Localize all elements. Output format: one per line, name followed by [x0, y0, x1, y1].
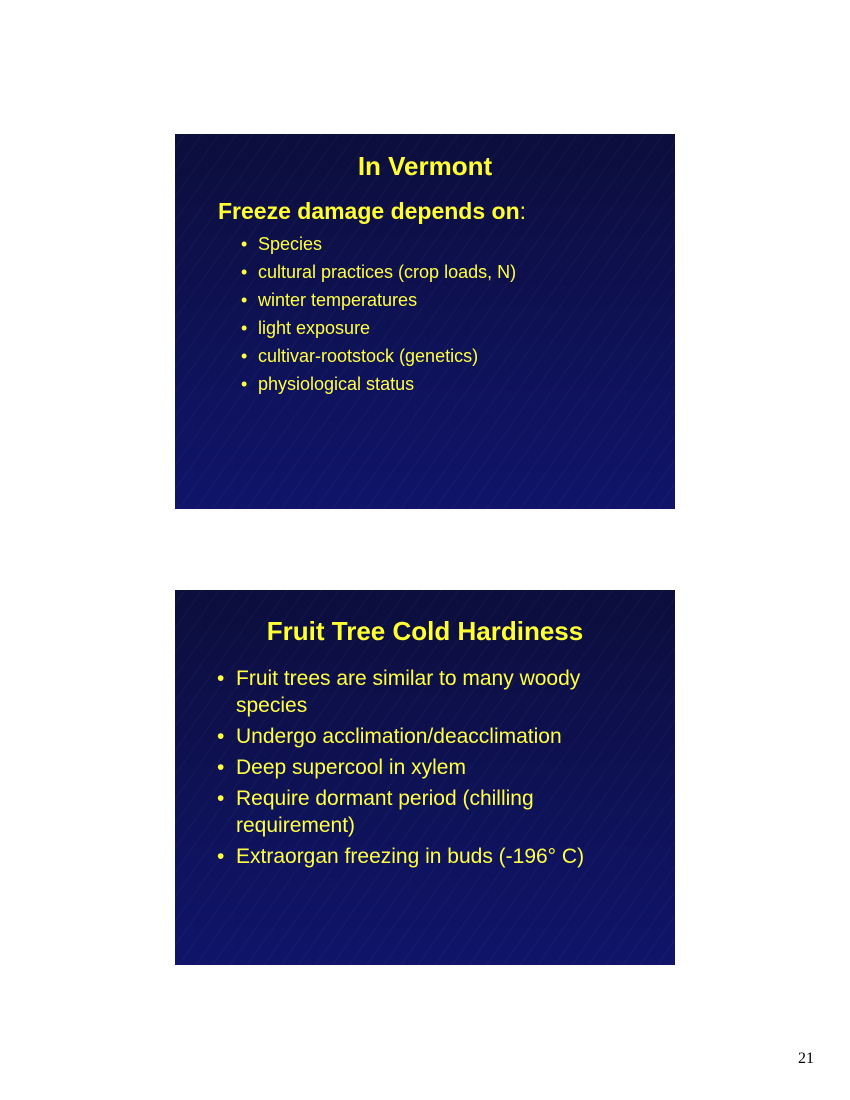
list-item	[217, 785, 637, 839]
list-item	[241, 286, 516, 314]
list-item	[241, 370, 516, 398]
slide-subheading	[218, 198, 526, 225]
bullet-icon: •	[241, 290, 248, 310]
subheading-text: Freeze damage depends on	[218, 198, 520, 224]
list-item-text: light exposure	[258, 318, 371, 338]
list-item-text: cultivar-rootstock (genetics)	[258, 346, 479, 366]
list-item-text: Fruit trees are similar to many woody species	[236, 667, 581, 717]
bullet-icon: •	[241, 346, 248, 366]
bullet-icon: •	[217, 845, 225, 868]
list-item	[217, 843, 637, 870]
list-item-text: Extraorgan freezing in buds (-196° C)	[236, 845, 585, 868]
bullet-icon: •	[217, 756, 225, 779]
bullet-icon: •	[217, 667, 225, 690]
freeze-factors-list	[241, 230, 516, 398]
slide-title: In Vermont	[357, 151, 493, 181]
slide-title: Fruit Tree Cold Hardiness	[266, 616, 584, 646]
bullet-icon: •	[241, 262, 248, 282]
list-item	[241, 230, 516, 258]
hardiness-points-list	[217, 665, 637, 874]
list-item	[217, 665, 637, 719]
list-item	[217, 754, 637, 781]
slide-fruit-tree-cold-hardiness	[175, 590, 675, 965]
subheading-colon: :	[519, 198, 527, 224]
list-item-text: Species	[258, 234, 323, 254]
bullet-icon: •	[241, 374, 248, 394]
list-item-text: physiological status	[258, 374, 415, 394]
list-item-text: cultural practices (crop loads, N)	[258, 262, 517, 282]
list-item-text: winter temperatures	[258, 290, 418, 310]
bullet-icon: •	[217, 787, 225, 810]
list-item	[241, 258, 516, 286]
bullet-icon: •	[241, 234, 248, 254]
list-item	[217, 723, 637, 750]
slide-in-vermont	[175, 134, 675, 509]
list-item-text: Deep supercool in xylem	[236, 756, 466, 779]
list-item-text: Undergo acclimation/deacclimation	[236, 725, 562, 748]
list-item-text: Require dormant period (chilling requirement)	[236, 787, 534, 837]
bullet-icon: •	[217, 725, 225, 748]
bullet-icon: •	[241, 318, 248, 338]
list-item	[241, 342, 516, 370]
list-item	[241, 314, 516, 342]
page-number: 21	[798, 1050, 814, 1067]
